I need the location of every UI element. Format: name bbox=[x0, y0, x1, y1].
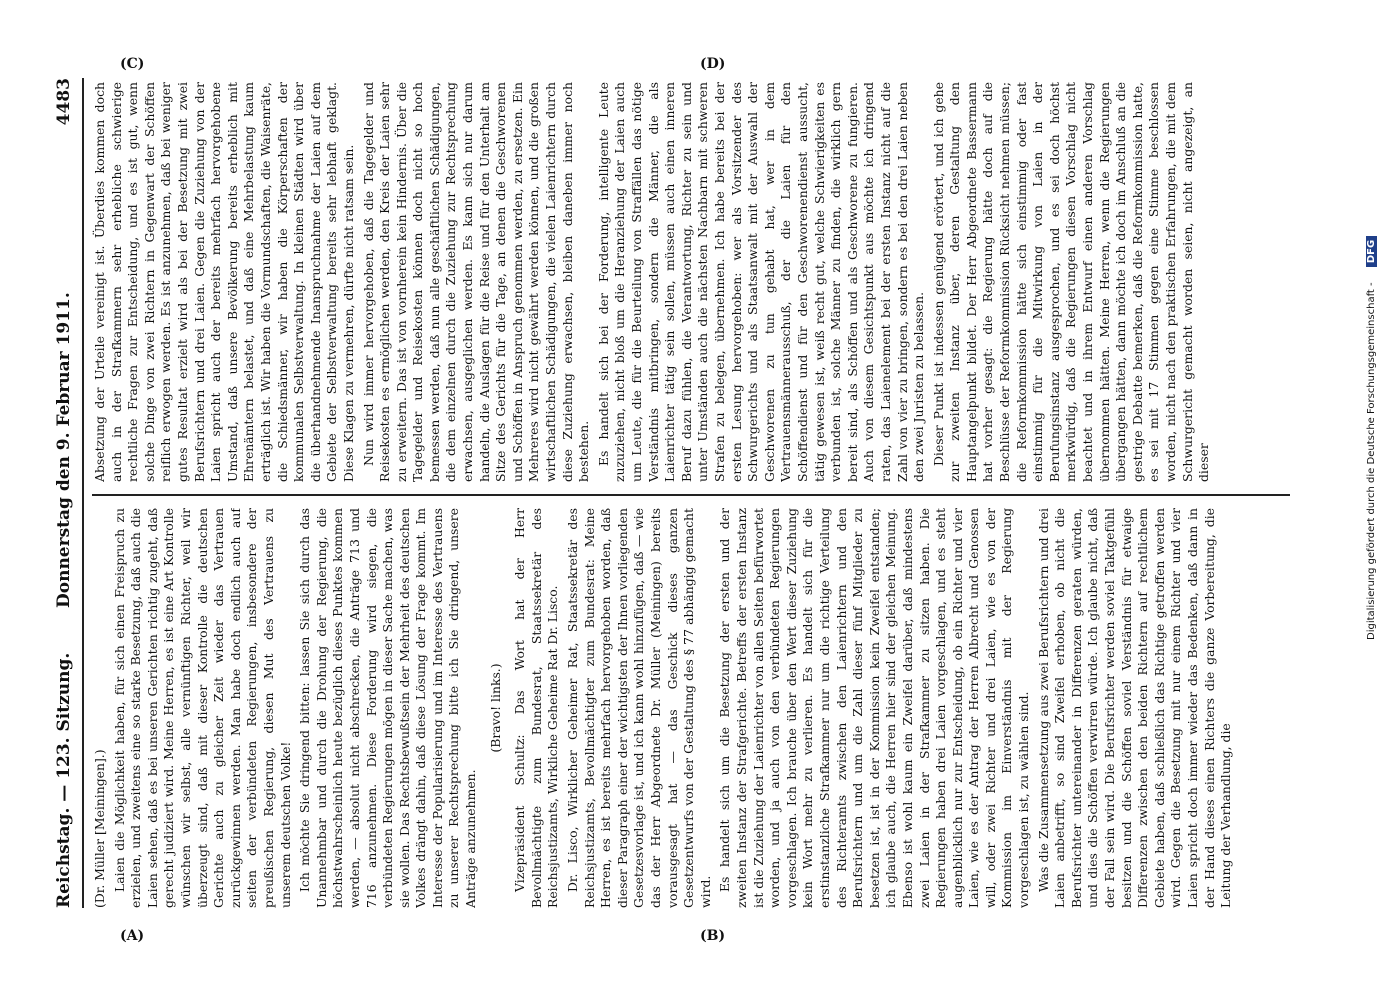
header-date: Donnerstag den 9. Februar 1911. bbox=[54, 292, 74, 608]
paragraph: Dieser Punkt ist indessen genügend erörtert, und ich gehe zur zweiten Instanz über, deren Gestaltung den Hauptangelpunkt bildet. Der Herr Abgeordnete Bassermann hat vorher gesagt: die Regierung hätte doch auf die Beschlüsse der Reformkommission Rücksicht nehmen müssen; die Reformkommission hätte sich einstimmig oder fast einstimmig für die Mitwirkung von Laien in der Berufungsinstanz ausgesprochen, und es sei doch höchst merkwürdig, daß die Regierungen diesen Vorschlag nicht beachtet und in ihrem Entwurf einen anderen Vorschlag übernommen hätten. Meine Herren, wenn die Regierungen übergangen hätten, dann möchte ich doch im Anschluß an die gestrige Debatte bemerken, daß die Reformkommission hatte, es sei mit 17 Stimmen gegen eine Stimme beschlossen worden, nicht nach den praktischen Erfahrungen, die mit dem Schwurgericht gemacht worden seien, nicht angezeigt, an dieser bbox=[930, 82, 1212, 482]
side-credit bbox=[1366, 0, 1382, 1000]
column-divider bbox=[92, 494, 1290, 496]
margin-mark-b: (B) bbox=[700, 928, 726, 944]
rotated-page-content bbox=[40, 48, 1300, 948]
header-left: Reichstag. — 123. Sitzung. bbox=[54, 652, 74, 908]
column-right bbox=[92, 82, 1290, 482]
paragraph: Vizepräsident Schultz: Das Wort hat der Herr Bevollmächtigte zum Bundesrat, Staatssekretär des Reichsjustizamts, Wirkliche Geheime Rat Dr. Lisco. bbox=[512, 508, 561, 908]
running-header bbox=[48, 78, 84, 908]
paragraph: Ich möchte Sie dringend bitten: lassen Sie sich durch das Unannehmbar und durch die Drohung der Regierung, die höchstwahrscheinlich heute bezüglich dieses Punktes kommen werden, — absolut nicht abschrecken, die Anträge 713 und 716 anzunehmen. Diese Forderung wird siegen, die verbündeten Regierungen mögen in dieser Sache machen, was sie wollen. Das Rechtsbewußtsein der Mehrheit des deutschen Volkes drängt dahin, daß diese Lösung der Frage kommt. Im Interesse der Popularisierung und im Interesse des Vertrauens zu unserer Rechtsprechung bitte ich Sie dringend, unsere Anträge anzunehmen. bbox=[297, 508, 479, 908]
column-left bbox=[92, 508, 1290, 908]
margin-mark-c: (C) bbox=[120, 56, 145, 72]
paragraph: Absetzung der Urteile vereinigt ist. Überdies kommen doch auch in der Strafkammern sehr erhebliche schwierige rechtliche Fragen zur Entscheidung, und es ist gut, wenn solche Dinge von zwei Richtern in Gegenwart der Schöffen reiflich erwogen werden. Es ist anzunehmen, daß bei weniger gutes Resultat erzielt wird als bei der Besetzung mit zwei Berufsrichtern und drei Laien. Gegen die Zuziehung von der Laien spricht auch der bereits mehrfach hervorgehobene Umstand, daß unsere Bevölkerung bereits erheblich mit Ehrenämtern belastet, und daß eine Mehrbelastung kaum erträglich ist. Wir haben die Vormundschaften, die Waisenräte, die Schiedsmänner, wir haben die Körperschaften der kommunalen Selbstverwaltung. In kleinen Städten wird über die überhandnehmende Inanspruchnahme der Laien auf dem Gebiete der Selbstverwaltung bereits sehr lebhaft geklagt. Diese Klagen zu vermehren, dürfte nicht ratsam sein. bbox=[92, 82, 356, 482]
paragraph: Es handelt sich bei der Forderung, intelligente Leute zuzuziehen, nicht bloß um die Heranziehung der Laien auch um Leute, die für die Beurteilung von Straffällen das nötige Verständnis mitbringen, sondern die Männer, die als Laienrichter tätig sein sollen, müssen auch einen inneren Beruf dazu fühlen, die Verantwortung, Richter zu sein und unter Umständen auch die nächsten Nachbarn mit schweren Strafen zu belegen, übernehmen. Ich habe bereits bei der ersten Lesung hervorgehoben: wer als Vorsitzender des Schwurgerichts und als Staatsanwalt mit der Auswahl der Geschworenen zu tun gehabt hat, wer in dem Vertrauensmännerausschuß, der die Laien für den Schöffendienst und für den Geschworenendienst aussucht, tätig gewesen ist, weiß recht gut, welche Schwierigkeiten es verbunden ist, solche Männer zu finden, die wirklich gern bereit sind, als Schöffen und als Geschworene zu fungieren. Auch von diesem Gesichtspunkt aus möchte ich dringend raten, das Laienelement bei der ersten Instanz nicht auf die Zahl von vier zu bringen, sondern es bei den drei Laien neben den zwei Juristen zu belassen. bbox=[595, 82, 927, 482]
paragraph: Laien die Möglichkeit haben, für sich einen Freispruch zu erzielen, und zweitens eine so starke Besetzung, daß auch die Laien sehen, daß es bei unseren Gerichten richtig zugeht, daß gerecht judiziert wird. Meine Herren, es ist eine Art Kontrolle wünschen wir selbst, alle vernünftigen Richter, weil wir überzeugt sind, daß mit dieser Kontrolle die deutschen Gerichte auch zu gleicher Zeit wieder das Vertrauen zurückgewinnen werden. Man habe doch endlich auch auf seiten der verbündeten Regierungen, insbesondere der preußischen Regierung, diesen Mut des Vertrauens zu unserem deutschen Volke! bbox=[111, 508, 293, 908]
speaker-continuation: (Dr. Müller [Meiningen].) bbox=[92, 749, 107, 908]
scanned-page bbox=[40, 48, 1300, 948]
credit-text: Digitalisierung gefördert durch die Deutsche Forschungsgemeinschaft - bbox=[1366, 282, 1377, 640]
paragraph: Dr. Lisco, Wirklicher Geheimer Rat, Staatssekretär des Reichsjustizamts, Bevollmächtigter zum Bundesrat: Meine Herren, es ist bereits mehrfach hervorgehoben worden, daß dieser Paragraph einer der wichtigsten der Ihnen vorliegenden Gesetzesvorlage ist, und ich kann wohl hinzufügen, daß — wie das der Herr Abgeordnete Dr. Müller (Meiningen) bereits vorausgesagt hat — das Geschick dieses ganzen Gesetzentwurfs von der Gestaltung des § 77 abhängig gemacht wird. bbox=[565, 508, 713, 908]
paragraph: Nun wird immer hervorgehoben, daß die Tagegelder und Reisekosten es ermöglichen werden, den Kreis der Laien sehr zu erweitern. Das ist von vornherein kein Hindernis. Über die Tagegelder und Reisekosten können doch nicht so hoch bemessen werden, daß nun alle geschäftlichen Schädigungen, die dem einzelnen durch die Zuziehung zur Rechtsprechung erwachsen, ausgeglichen werden. Es kann sich nur darum handeln, die Auslagen für die Reise und für den Unterhalt am Sitze des Gerichts für die Tage, an denen die Geschworenen und Schöffen in Anspruch genommen werden, zu ersetzen. Ein Mehreres wird nicht gewährt werden können, und die großen wirtschaftlichen Schädigungen, die vielen Laienrichtern durch diese Zuziehung erwachsen, bleiben daneben immer noch bestehen. bbox=[360, 82, 592, 482]
paragraph: Es handelt sich um die Besetzung der ersten und der zweiten Instanz der Strafgerichte. Betreffs der ersten Instanz ist die Zuziehung der Laienrichter von allen Seiten befürwortet worden, und ja auch von den verbündeten Regierungen vorgeschlagen. Ich brauche über den Wert dieser Zuziehung kein Wort mehr zu verlieren. Es handelt sich für die erstinstanzliche Strafkammer nur um die richtige Verteilung des Richteramts zwischen den Laienrichtern und den Berufsrichtern und um die Zahl dieser fünf Mitglieder zu besetzen ist, ist in der Kommission kein Zweifel entstanden; ich glaube auch, die Herren hier sind der gleichen Meinung. Ebenso ist wohl kaum ein Zweifel darüber, daß mindestens zwei Laien in der Strafkammer zu sitzen haben. Die Regierungen haben drei Laien vorgeschlagen, und es steht augenblicklich nur zur Entscheidung, ob ein Richter und vier Laien, wie es der Antrag der Herren Albrecht und Genossen will, oder zwei Richter und drei Laien, wie es von der Kommission im Einverständnis mit der Regierung vorgeschlagen ist, zu wählen sind. bbox=[717, 508, 1032, 908]
applause-note: (Bravo! links.) bbox=[487, 663, 503, 753]
paragraph: Was die Zusammensetzung aus zwei Berufsrichtern und drei Laien anbetrifft, so sind Zweifel erhoben, ob nicht die Berufsrichter untereinander in Differenzen geraten würden, und dies die Schöffen verwirren würde. Ich glaube nicht, daß der Fall sein wird. Die Berufsrichter werden soviel Taktgefühl besitzen und die Schöffen soviel Verständnis für etwaige Differenzen zwischen den beiden Richtern auf rechtlichem Gebiete haben, daß schließlich das Richtige getroffen werden wird. Gegen die Besetzung mit nur einem Richter und vier Laien spricht doch immer wieder das Bedenken, daß dann in der Hand dieses einen Richters die ganze Vorbereitung, die Leitung der Verhandlung, die bbox=[1035, 508, 1234, 908]
margin-mark-a: (A) bbox=[120, 928, 145, 944]
dfg-logo: DFG bbox=[1366, 236, 1377, 267]
margin-mark-d: (D) bbox=[700, 56, 726, 72]
page-number: 4483 bbox=[54, 78, 74, 126]
